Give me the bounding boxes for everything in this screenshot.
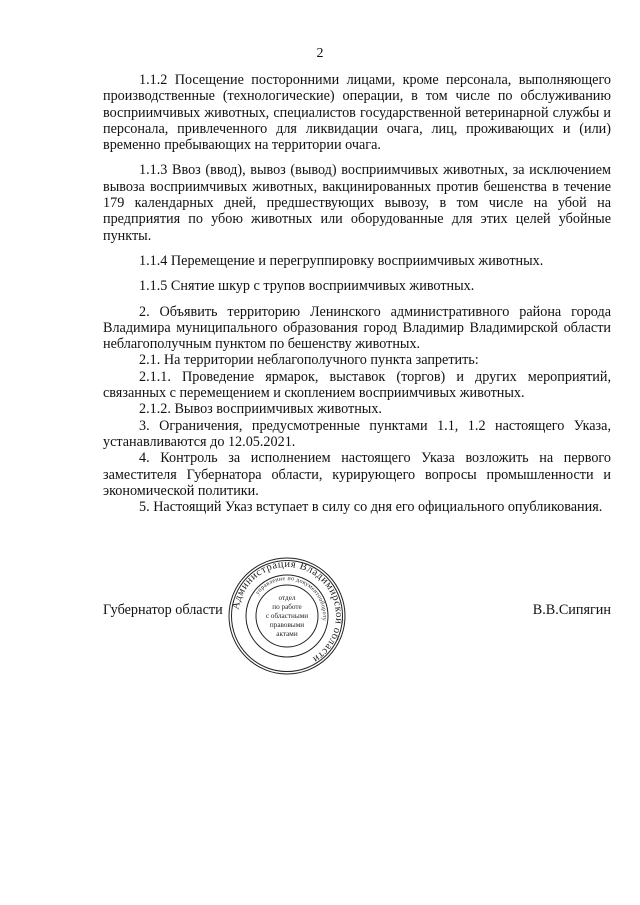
paragraph-1-1-5: 1.1.5 Снятие шкур с трупов восприимчивых животных.: [139, 278, 475, 295]
signatory-name: В.В.Сипягин: [532, 602, 611, 618]
official-seal-stamp: [226, 555, 348, 677]
document-body: [103, 72, 611, 515]
paragraph-2-1-1: 2.1.1. Проведение ярмарок, выставок (торгов) и других мероприятий, связанных с перемещением и скоплением восприимчивых животных.: [103, 368, 611, 402]
paragraph-5: 5. Настоящий Указ вступает в силу со дня его официального опубликования.: [139, 499, 603, 516]
paragraph-2: 2. Объявить территорию Ленинского административного района города Владимира муниципального образования город Владимир Владимирской области неблагополучным пунктом по бешенству животных.: [103, 303, 611, 353]
signature-block: [103, 602, 611, 622]
page-number: 2: [316, 46, 324, 61]
seal-center-line-3: с областными: [265, 612, 309, 620]
paragraph-2-1: 2.1. На территории неблагополучного пункта запретить:: [139, 352, 479, 369]
paragraph-2-1-2: 2.1.2. Вывоз восприимчивых животных.: [139, 401, 382, 418]
seal-outer-text: Администрация Владимирской области: [230, 558, 345, 665]
paragraph-3: 3. Ограничения, предусмотренные пунктами 1.1, 1.2 настоящего Указа, устанавливаются до 12.05.2021.: [103, 417, 611, 450]
seal-center-line-2: по работе: [272, 603, 302, 611]
seal-center-line-1: отдел: [278, 594, 296, 602]
signatory-position: Губернатор области: [103, 602, 223, 618]
paragraph-1-1-2: 1.1.2 Посещение посторонними лицами, кроме персонала, выполняющего производственные (технологические) операции, в том числе по обслуживанию восприимчивых животных, специалистов государственной ветеринарной службы и персонала, привлеченного для ликвидации очага, лиц, проживающих и (или) временно пребывающих на территории очага.: [103, 72, 611, 154]
seal-inner-ring-text: управление по документообороту: [254, 575, 328, 622]
seal-center-line-5: актами: [276, 630, 298, 638]
paragraph-1-1-4: 1.1.4 Перемещение и перегруппировку восприимчивых животных.: [139, 252, 544, 269]
paragraph-4: 4. Контроль за исполнением настоящего Указа возложить на первого заместителя Губернатора области, курирующего вопросы промышленности и экономической политики.: [103, 450, 611, 499]
seal-center-line-4: правовыми: [269, 621, 305, 629]
paragraph-1-1-3: 1.1.3 Ввоз (ввод), вывоз (вывод) восприимчивых животных, за исключением вывоза восприимчивых животных, вакцинированных против бешенства в течение 179 календарных дней, предшествующих вывозу, в том числе на убой на предприятия по убою животных или оборудованные для этих целей убойные пункты.: [103, 162, 611, 244]
